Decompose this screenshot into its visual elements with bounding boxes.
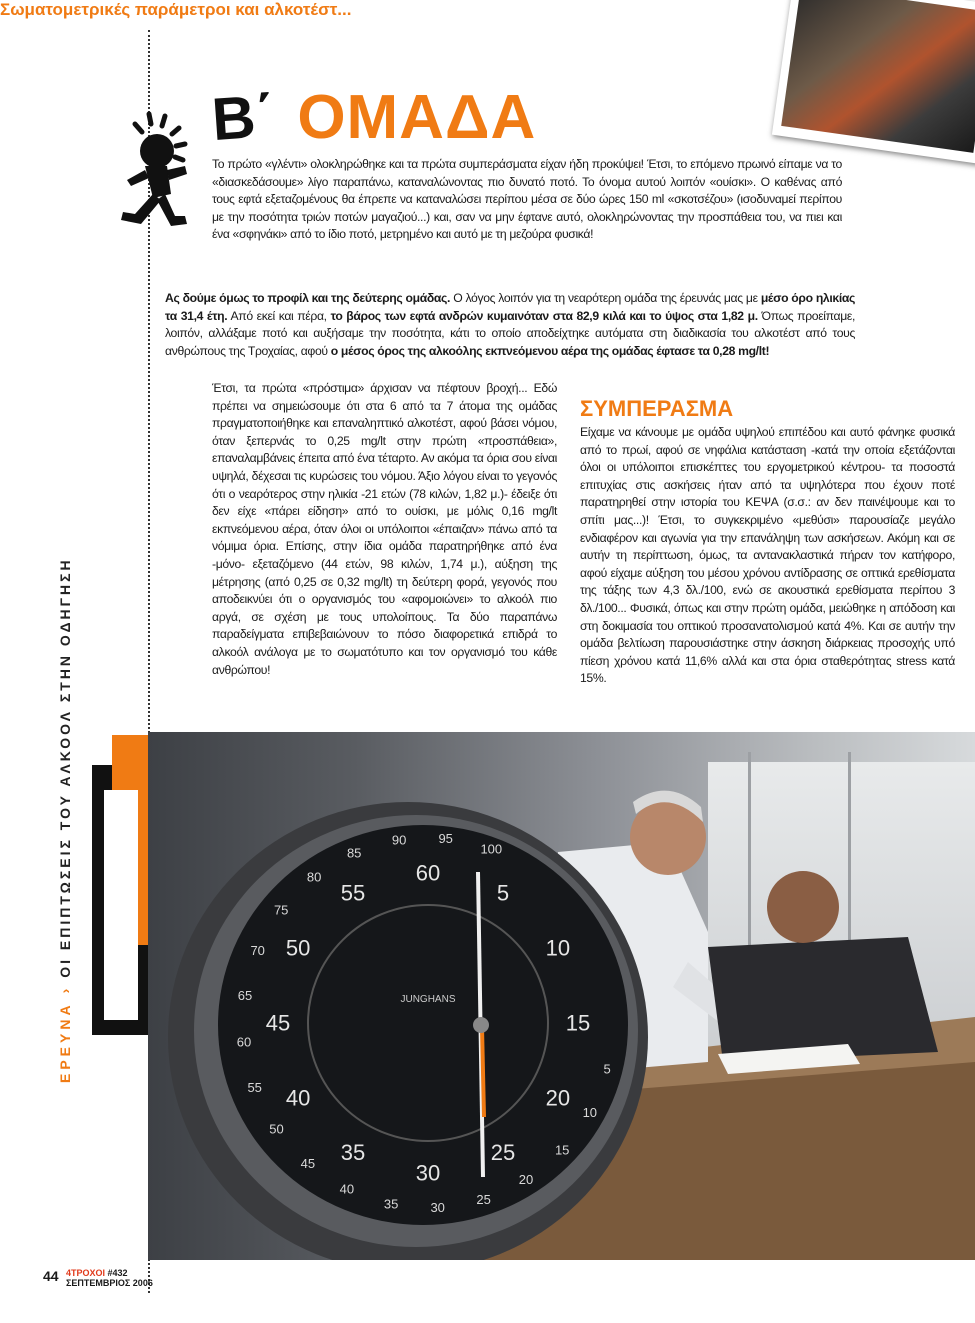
scale-label: 30 <box>430 1200 445 1216</box>
scale-label: 10 <box>582 1105 598 1120</box>
running-figure-logo <box>115 108 195 230</box>
bold-age: μέσο όρο ηλικίας τα 31,4 έτη. <box>165 291 855 323</box>
scale-label: 100 <box>480 841 503 857</box>
magazine-info: 4ΤΡΟΧΟΙ #432 ΣΕΠΤΕΜΒΡΙΟΣ 2006 <box>66 1268 153 1288</box>
scale-label: 20 <box>518 1172 534 1188</box>
scale-label: 25 <box>476 1191 491 1207</box>
stopwatch-hand-orange <box>482 1027 484 1117</box>
heading-word: ΟΜΑΔΑ <box>297 83 537 152</box>
scale-label: 85 <box>346 845 362 861</box>
scale-label: 55 <box>340 880 366 906</box>
page-number: 44 <box>43 1268 59 1284</box>
heading-letter: Β΄ <box>209 81 278 154</box>
scale-label: 95 <box>438 831 453 847</box>
scale-label: 40 <box>339 1181 355 1197</box>
scale-label: 15 <box>554 1142 570 1158</box>
scale-label: 65 <box>237 988 253 1003</box>
bold-alcohol: ο μέσος όρος της αλκοόλης εκπνεόμενου αέρα της ομάδας έφτασε τα 0,28 mg/lt! <box>330 343 770 358</box>
scale-label: 5 <box>603 1061 611 1077</box>
scale-label: 15 <box>565 1010 591 1036</box>
section-heading <box>209 81 537 154</box>
stopwatch <box>148 787 658 1260</box>
section-label: ΕΡΕΥΝΑ›ΟΙ ΕΠΙΠΤΩΣΕΙΣ ΤΟΥ ΑΛΚΟΟΛ ΣΤΗΝ ΟΔΗΓΗΣΗ <box>57 557 73 1083</box>
scale-label: 45 <box>300 1156 316 1171</box>
conclusion-paragraph: Είχαμε να κάνουμε με ομάδα υψηλού επιπέδου και αυτό φάνηκε φυσικά από το πρωί, αφού σε νηφάλια κατάσταση -κατά την οποία εξετάζονται όλοι οι υπόλοιποι επισκέπτες του εργομετρικού κέντρου- τα ποσοστά επιτυχίας στις ασκήσεις ήταν από τα υψηλότερα που έχουν ποτέ παρατηρηθεί στην ιστορία του ΚΕΨΑ (σ.σ.: αν δεν παινέψουμε και το σπίτι μας...)! Έτσι, το συγκεκριμένο «μεθύσι» παρουσίαζε μεγάλο ενδιαφέρον και αγωνία για την επανάληψη των ασκήσεων. Ακόμη και σε αυτήν τη περίπτωση, όμως, τα αντανακλαστικά πήραν τον κατήφορο, αφού είχαμε αύξηση του μέσου χρόνου αντίδρασης σε οπτικά ερεθίσματα της τάξης των 4,3 δλ./100, ενώ σε ακουστικά ερεθίσματα περίπου 3 δλ./100... Φυσικά, όπως και στην πρώτη ομάδα, μειώθηκε η απόδοση και στη δοκιμασία του οπτικού προσανατολισμού κατά 4%. Και σε αυτήν την ομάδα βελτίωση παρουσιάστηκε στην άσκηση διάρκειας προσοχής υπό πίεση χρόνου κατά 11,6% αλλά και στα όρια σταθερότητας stress κατά 15%. <box>580 425 955 686</box>
bold-lead: Ας δούμε όμως το προφίλ και της δεύτερης ομάδας. <box>165 291 451 305</box>
scale-label: 70 <box>250 943 265 958</box>
bold-weight: το βάρος των εφτά ανδρών κυμαινόταν στα 82,9 κιλά και το ύψος στα 1,82 μ. <box>330 308 758 323</box>
stopwatch-photo <box>148 732 975 1260</box>
scale-label: 25 <box>490 1140 516 1166</box>
section-name: ΕΡΕΥΝΑ <box>57 1001 73 1083</box>
scale-label: 5 <box>496 880 510 906</box>
scale-label: 10 <box>545 935 571 961</box>
scale-label: 55 <box>247 1080 262 1096</box>
scale-label: 40 <box>285 1085 311 1111</box>
scale-label: 50 <box>285 935 311 961</box>
scale-label: 45 <box>265 1010 291 1036</box>
article-title: ΟΙ ΕΠΙΠΤΩΣΕΙΣ ΤΟΥ ΑΛΚΟΟΛ ΣΤΗΝ ΟΔΗΓΗΣΗ <box>57 557 73 978</box>
stopwatch-brand: JUNGHANS <box>400 994 456 1005</box>
scale-label: 60 <box>415 860 441 886</box>
scale-label: 30 <box>415 1160 441 1186</box>
scale-label: 90 <box>391 832 407 848</box>
scale-label: 35 <box>383 1196 399 1212</box>
subheading: Σωματομετρικές παράμετροι και αλκοτέστ... <box>0 0 352 19</box>
scale-label: 20 <box>545 1085 571 1111</box>
scale-label: 50 <box>269 1121 284 1137</box>
profile-paragraph: Ας δούμε όμως το προφίλ και της δεύτερης ομάδας. Ο λόγος λοιπόν για τη νεαρότερη ομάδα της έρευνάς μας με μέσο όρο ηλικίας τα 31,4 έτη. Από εκεί και πέρα, το βάρος των εφτά ανδρών κυμαινόταν στα 82,9 κιλά και το ύψος στα 1,82 μ. Όπως προείπαμε, λοιπόν, αλλάξαμε ποτό και αυξήσαμε την ποσότητα, κάτι το οποίο αποδείχτηκε αυτόματα στη διαδικασία του αλκοτέστ από τους ανθρώπους της Τροχαίας, αφού ο μέσος όρος της αλκοόλης εκπνεόμενου αέρα της ομάδας έφτασε τα 0,28 mg/lt! <box>165 291 855 358</box>
conclusion-title: ΣΥΜΠΕΡΑΣΜΑ <box>580 396 734 421</box>
intro-paragraph: Το πρώτο «γλέντι» ολοκληρώθηκε και τα πρώτα συμπεράσματα είχαν ήδη προκύψει! Έτσι, το επόμενο πρωινό είπαμε να το «διασκεδάσουμε» λίγο παραπάνω, καταναλώνοντας πιο δυνατό ποτό. Το όνομα αυτού λοιπόν «ουίσκι». Ο καθένας από τους εφτά εξεταζομένους θα έπρεπε να καταναλώσει περίπου μέσα σε δύο ώρες 150 ml «σκοτσέζου» (ισοδυναμεί περίπου με την ποσότητα τριών ποτών μαγαζιού...) και, σαν να μην έφτανε αυτό, ολοκληρώνοντας την προσπάθεια του, να πιει και ένα «σφηνάκι» από το ίδιο ποτό, μετρημένο και αυτό με τη μεζούρα φυσικά! <box>212 157 842 242</box>
profile-paragraph-continued: Έτσι, τα πρώτα «πρόστιμα» άρχισαν να πέφτουν βροχή... Εδώ πρέπει να σημειώσουμε ότι στα 6 από τα 7 άτομα της ομάδας πραγματοποιήθηκε και επαναληπτικό αλκοτέστ, αφού βάσει νόμου, όταν ξεπερνάς το 0,25 mg/lt στην πρώτη «προσπάθεια», επαναλαμβάνεις έπειτα από ένα τέταρτο. Αν ακόμα τα όρια σου είναι υψηλά, δέχεσαι τις κυρώσεις του νόμου. Άξιο λόγου είναι το γεγονός ότι ο νεαρότερος στην ηλικία -21 ετών (78 κιλών, 1,82 μ.)- έδειξε ότι δεν είχε «πάρει είδηση» από το ουίσκι, με μόλις 0,16 mg/lt εκπνεόμενου αέρα, όταν όλοι οι υπόλοιποι «έπαιζαν» πάνω από τα νόμιμα όρια. Επίσης, στην ίδια ομάδα παρατηρήθηκε από ένα -μόνο- εξεταζόμενο (44 ετών, 98 κιλών, 1,74 μ.), αύξηση της μέτρησης (από 0,25 σε 0,32 mg/lt) τη δεύτερη φορά, γεγονός που αποδεικνύει ότι ο οργανισμός του «αφομοιώνει» το αλκοόλ πιο αργά, σε σχέση με τους υπολοίπους. Τα δύο παραπάνω παραδείγματα επιβεβαιώνουν το πόσο διαφορετικά επιδρά το αλκοόλ ανάλογα με το σωματότυπο και τον οργανισμό του κάθε ανθρώπου! <box>212 381 557 677</box>
group-photo <box>772 0 975 164</box>
scale-label: 80 <box>306 869 322 885</box>
scale-label: 35 <box>340 1140 366 1166</box>
scale-label: 60 <box>236 1034 252 1050</box>
scale-label: 75 <box>273 902 289 918</box>
